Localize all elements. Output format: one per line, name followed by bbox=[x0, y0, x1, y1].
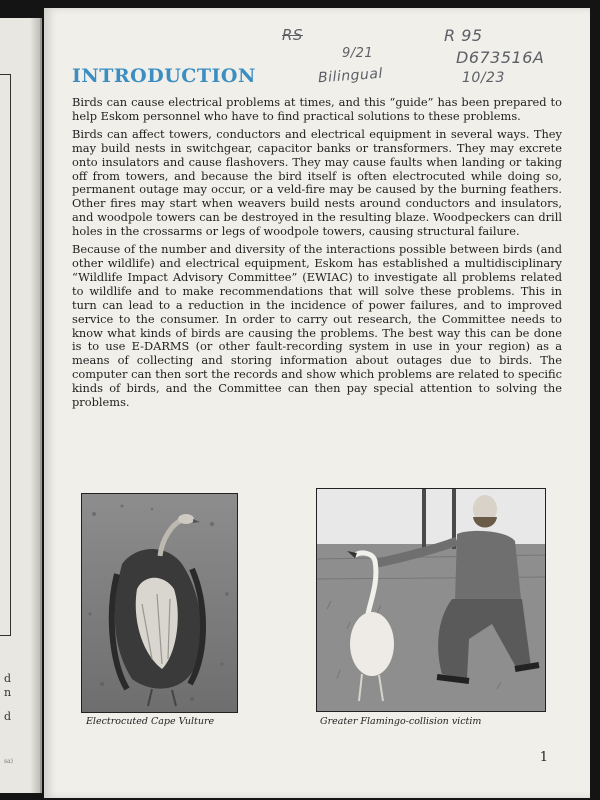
handwritten-note: 10/23 bbox=[462, 70, 505, 86]
handwritten-note: R 95 bbox=[444, 26, 483, 45]
vulture-photo bbox=[81, 493, 238, 713]
previous-page-edge bbox=[0, 18, 42, 793]
paragraph: Birds can cause electrical problems at times, and this “guide” has been prepared to help Eskom personnel who have to find practical solutions to these problems. bbox=[72, 95, 562, 123]
previous-page-box-edge bbox=[0, 74, 11, 636]
previous-page-text-fragment: n bbox=[4, 686, 12, 699]
section-title: INTRODUCTION bbox=[72, 65, 256, 87]
page-number: 1 bbox=[539, 750, 548, 765]
paragraph: Birds can affect towers, conductors and electrical equipment in several ways. They may build nests in switchgear, capacitor banks or transformers. They may excrete onto insulators and cause flashovers. They may cause faults when landing or taking off from towers, and because the bird itself is often electrocuted while doing so, permanent outage may occur, or a veld-fire may be caused by the burning feathers. Other fires may start when weavers build nests around conductors and insulators, and woodpole towers can be destroyed in the resulting blaze. Woodpeckers can drill holes in the crossarms or legs of woodpole towers, causing structural failure. bbox=[72, 126, 562, 239]
page-fold-shadow bbox=[30, 18, 40, 793]
previous-page-text-fragment: d bbox=[4, 672, 12, 685]
vulture-photo-caption: Electrocuted Cape Vulture bbox=[86, 716, 215, 727]
handwritten-note: RS bbox=[282, 26, 303, 44]
body-text bbox=[72, 96, 562, 414]
previous-page-text-fragment: d bbox=[4, 710, 12, 723]
paragraph: Because of the number and diversity of the interactions possible between birds (and other wildlife) and electrical equipment, Eskom has established a multidisciplinary “Wildlife Impact Advisory Committee” (EWIAC) to investigate all problems related to wildlife and to make recommendations that will solve these problems. This in turn can lead to a reduction in the incidence of power failures, and to improved service to the consumer. In order to carry out research, the Committee needs to know what kinds of birds are causing the problems. The best way this can be done is to use E-DARMS (or other fault-recording system in use in your region) as a means of collecting and storing information about outages due to birds. The computer can then sort the records and show which problems are related to specific kinds of birds, and the Committee can then pay special attention to solving the problems. bbox=[72, 242, 562, 410]
previous-page-footer-fragment: sa) bbox=[4, 758, 13, 765]
flamingo-photo bbox=[316, 488, 546, 712]
document-page bbox=[44, 8, 590, 798]
flamingo-photo-caption: Greater Flamingo-collision victim bbox=[320, 716, 482, 727]
handwritten-note: 9/21 bbox=[342, 46, 374, 61]
handwritten-note: D673516A bbox=[456, 48, 545, 67]
handwritten-note: Bilingual bbox=[317, 65, 384, 87]
